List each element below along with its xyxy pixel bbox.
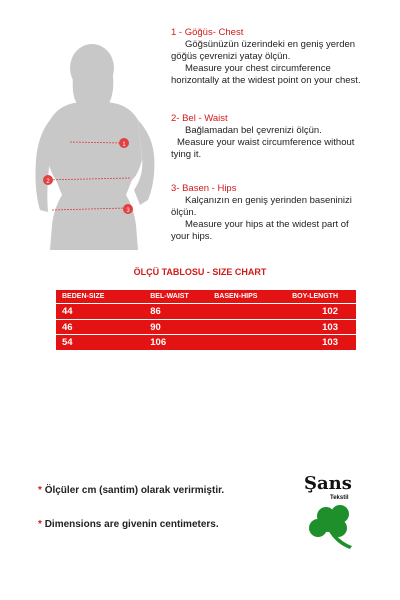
waist-line-3: tying it. xyxy=(171,149,202,160)
chest-line-3: Measure your chest circumference xyxy=(185,63,331,74)
svg-text:2: 2 xyxy=(46,179,50,185)
cell-length: 102 xyxy=(273,304,356,320)
note-star: * xyxy=(38,519,42,530)
waist-line-1: Bağlamadan bel çevrenizi ölçün. xyxy=(185,125,322,136)
chest-section xyxy=(171,27,393,87)
cell-length: 103 xyxy=(273,319,356,335)
waist-title: 2- Bel - Waist xyxy=(171,113,228,124)
marker-1 xyxy=(119,138,129,148)
hips-title: 3- Basen - Hips xyxy=(171,183,237,194)
header-waist: BEL-WAIST xyxy=(150,293,189,301)
size-table xyxy=(56,290,356,350)
table-row xyxy=(56,304,356,320)
chest-line-2: göğüs çevrenizi yatay ölçün. xyxy=(171,51,291,62)
header-size: BEDEN-SIZE xyxy=(62,293,105,301)
cell-hips xyxy=(208,304,273,320)
waist-section xyxy=(171,113,393,161)
cell-waist: 86 xyxy=(120,304,208,320)
cell-hips xyxy=(208,319,273,335)
cell-size: 44 xyxy=(56,304,120,320)
marker-2 xyxy=(43,175,53,185)
svg-text:3: 3 xyxy=(126,208,130,214)
hips-line-1: Kalçanızın en geniş yerinden baseninizi xyxy=(185,195,352,206)
logo-subtitle: Tekstil xyxy=(330,495,349,501)
marker-3 xyxy=(123,204,133,214)
clover-logo-icon xyxy=(300,476,370,551)
header-length: BOY-LENGTH xyxy=(292,293,338,301)
table-row xyxy=(56,319,356,335)
table-header-row xyxy=(56,290,356,304)
chest-line-1: Göğsünüzün üzerindeki en geniş yerden xyxy=(185,39,356,50)
cell-size: 54 xyxy=(56,335,120,350)
hips-line-2: ölçün. xyxy=(171,207,197,218)
svg-text:1: 1 xyxy=(122,142,126,148)
silhouette-figure xyxy=(36,44,155,250)
chest-line-4: horizontally at the widest point on your chest. xyxy=(171,75,361,86)
waist-line-2: Measure your waist circumference without xyxy=(177,137,355,148)
hips-line-4: your hips. xyxy=(171,231,213,242)
logo-name: Şans xyxy=(304,473,352,494)
note-text: Dimensions are givenin centimeters. xyxy=(44,519,219,530)
cell-waist: 90 xyxy=(120,319,208,335)
note-star: * xyxy=(38,485,42,496)
cell-size: 46 xyxy=(56,319,120,335)
cell-waist: 106 xyxy=(120,335,208,350)
chest-title: 1 - Göğüs- Chest xyxy=(171,27,244,38)
note-text: Ölçüler cm (santim) olarak verirmiştir. xyxy=(44,485,225,496)
note-centimeters-tr xyxy=(38,485,224,496)
note-centimeters-en xyxy=(38,519,219,530)
size-chart-title: ÖLÇÜ TABLOSU - SIZE CHART xyxy=(133,267,267,277)
table-row xyxy=(56,335,356,350)
body-silhouette-illustration xyxy=(30,40,170,250)
header-hips: BASEN-HIPS xyxy=(214,293,258,301)
cell-length: 103 xyxy=(273,335,356,350)
hips-section xyxy=(171,183,393,243)
cell-hips xyxy=(208,335,273,350)
hips-line-3: Measure your hips at the widest part of xyxy=(185,219,349,230)
